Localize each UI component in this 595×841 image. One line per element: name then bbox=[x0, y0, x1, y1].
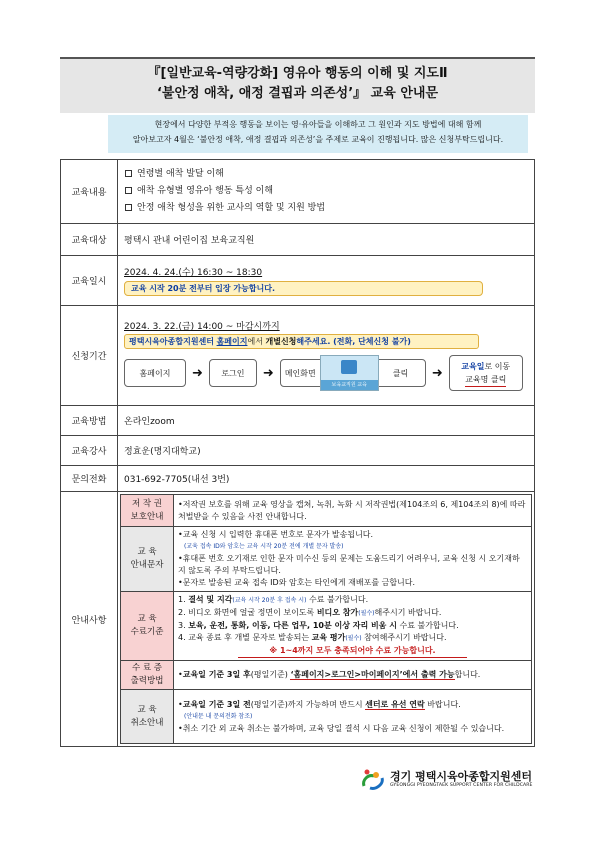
row-apply bbox=[61, 306, 535, 406]
label-contact: 문의전화 bbox=[61, 466, 118, 492]
arrow-right-icon: ➜ bbox=[262, 365, 274, 381]
datetime-note: 교육 시작 20분 전부터 입장 가능합니다. bbox=[124, 281, 483, 296]
label-datetime: 교육일시 bbox=[61, 256, 118, 306]
arrow-right-icon: ➜ bbox=[431, 365, 443, 381]
lecturer-value: 정효운(명지대학교) bbox=[118, 436, 535, 466]
label-cert: 수 료 증 출력방법 bbox=[121, 661, 174, 690]
footer-name: 경기 평택시육아종합지원센터 bbox=[390, 770, 532, 783]
apply-period: 2024. 3. 22.(금) 14:00 ~ 마감시까지 bbox=[124, 322, 280, 332]
title-line1: 『[일반교육-역량강화] 영유아 행동의 이해 및 지도Ⅱ bbox=[147, 66, 448, 81]
row-notice bbox=[61, 492, 535, 747]
label-cancel: 교 육 취소안내 bbox=[121, 690, 174, 744]
intro-box bbox=[108, 115, 528, 153]
list-item: 연령별 애착 발달 이해 bbox=[119, 166, 533, 183]
label-copyright: 저 작 권 보호안내 bbox=[121, 495, 174, 527]
row-method bbox=[61, 406, 535, 436]
contact-value: 031-692-7705(내선 3번) bbox=[118, 466, 535, 492]
apply-instruction: 평택시육아종합지원센터 홈페이지에서 개별신청해주세요. (전화, 단체신청 불가) bbox=[124, 334, 479, 349]
flow-step-main: 메인화면 보육교직원 교육 클릭 bbox=[280, 359, 426, 387]
arrow-right-icon: ➜ bbox=[192, 365, 203, 381]
training-banner-image: 보육교직원 교육 bbox=[320, 355, 379, 391]
list-item: 안정 애착 형성을 위한 교사의 역할 및 지원 방법 bbox=[119, 200, 533, 217]
row-datetime bbox=[61, 256, 535, 306]
flow-step-homepage: 홈페이지 bbox=[124, 359, 186, 387]
method-value: 온라인zoom bbox=[118, 406, 535, 436]
content-list bbox=[118, 160, 535, 224]
square-bullet-icon bbox=[125, 204, 132, 211]
cancel-text: •교육일 기준 3일 전(평일기준)까지 가능하며 반드시 센터로 유선 연락 바랍니다. (안내문 내 문의전화 참조) •취소 기간 외 교육 취소는 불가하며, 교육 당일 결석 시 다음 교육 신청이 제한될 수 있습니다. bbox=[174, 690, 532, 744]
label-method: 교육방법 bbox=[61, 406, 118, 436]
notice-table bbox=[120, 494, 532, 744]
criteria-warning: ※ 1~4까지 모두 충족되어야 수료 가능합니다. bbox=[238, 645, 467, 658]
cert-text: •교육일 기준 3일 후(평일기준) ‘홈페이지>로그인>마이페이지’에서 출력 가능합니다. bbox=[174, 661, 532, 690]
intro-line1: 현장에서 다양한 부적응 행동을 보이는 영·유아들을 이해하고 그 원인과 지도 방법에 대해 함께 bbox=[154, 120, 482, 129]
label-apply: 신청기간 bbox=[61, 306, 118, 406]
sms-text: •교육 신청 시 입력한 휴대폰 번호로 문자가 발송됩니다. (교육 접속 ID와 암호는 교육 시작 20분 전에 개별 문자 발송) •휴대폰 번호 오기재로 인한 문자 미수신 등의 문제는 도움드리기 어려우니, 교육 신청 시 오기재하지 않도록 주의 부탁드립니다. •문자로 발송된 교육 접속 ID와 암호는 타인에게 재배포를 금합니다. bbox=[174, 527, 532, 592]
target-value: 평택시 관내 어린이집 보육교직원 bbox=[118, 224, 535, 256]
row-contact bbox=[61, 466, 535, 492]
footer-subtitle: GYEONGGI PYEONGTAEK SUPPORT CENTER FOR CHILDCARE bbox=[390, 783, 533, 788]
info-table bbox=[60, 159, 535, 747]
copyright-text: •저작권 보호를 위해 교육 영상을 캡쳐, 녹취, 녹화 시 저작권법(제104조의 6, 제104조의 8)에 따라 처벌받을 수 있음을 사전 안내합니다. bbox=[174, 495, 532, 527]
square-bullet-icon bbox=[125, 170, 132, 177]
center-logo-icon bbox=[360, 768, 388, 792]
footer-logo bbox=[360, 768, 540, 792]
list-item: 애착 유형별 영유아 행동 특성 이해 bbox=[119, 183, 533, 200]
label-criteria: 교 육 수료기준 bbox=[121, 592, 174, 661]
title-line2: ‘불안정 애착, 애정 결핍과 의존성’』 교육 안내문 bbox=[156, 86, 438, 101]
row-target bbox=[61, 224, 535, 256]
row-lecturer bbox=[61, 436, 535, 466]
label-content: 교육내용 bbox=[61, 160, 118, 224]
intro-line2: 알아보고자 4월은 ‘불안정 애착, 애정 결핍과 의존성’을 주제로 교육이 진행됩니다. 많은 신청부탁드립니다. bbox=[132, 135, 504, 144]
datetime-value: 2024. 4. 24.(수) 16:30 ~ 18:30 bbox=[124, 268, 263, 278]
label-target: 교육대상 bbox=[61, 224, 118, 256]
label-sms: 교 육 안내문자 bbox=[121, 527, 174, 592]
label-lecturer: 교육강사 bbox=[61, 436, 118, 466]
square-bullet-icon bbox=[125, 187, 132, 194]
title-box bbox=[60, 57, 535, 113]
label-notice: 안내사항 bbox=[61, 492, 118, 747]
apply-flow bbox=[124, 355, 533, 391]
book-icon bbox=[341, 360, 357, 374]
flow-step-login: 로그인 bbox=[209, 359, 257, 387]
criteria-text: 1. 결석 및 지각(교육 시작 20분 후 접속 시) 수료 불가합니다. 2. 비디오 화면에 얼굴 정면이 보이도록 비디오 참가(필수)해주시기 바랍니다. 3. 보육, 운전, 통화, 이동, 다른 업무, 10분 이상 자리 비움 시 수료 불가합니다. 4. 교육 종료 후 개별 문자로 발송되는 교육 평가(필수) 참여해주시기 바랍니다. ※ 1~4까지 모두 충족되어야 수료 가능합니다. bbox=[174, 592, 532, 661]
flow-step-final: 교육일로 이동 교육명 클릭 bbox=[449, 355, 523, 391]
row-content bbox=[61, 160, 535, 224]
